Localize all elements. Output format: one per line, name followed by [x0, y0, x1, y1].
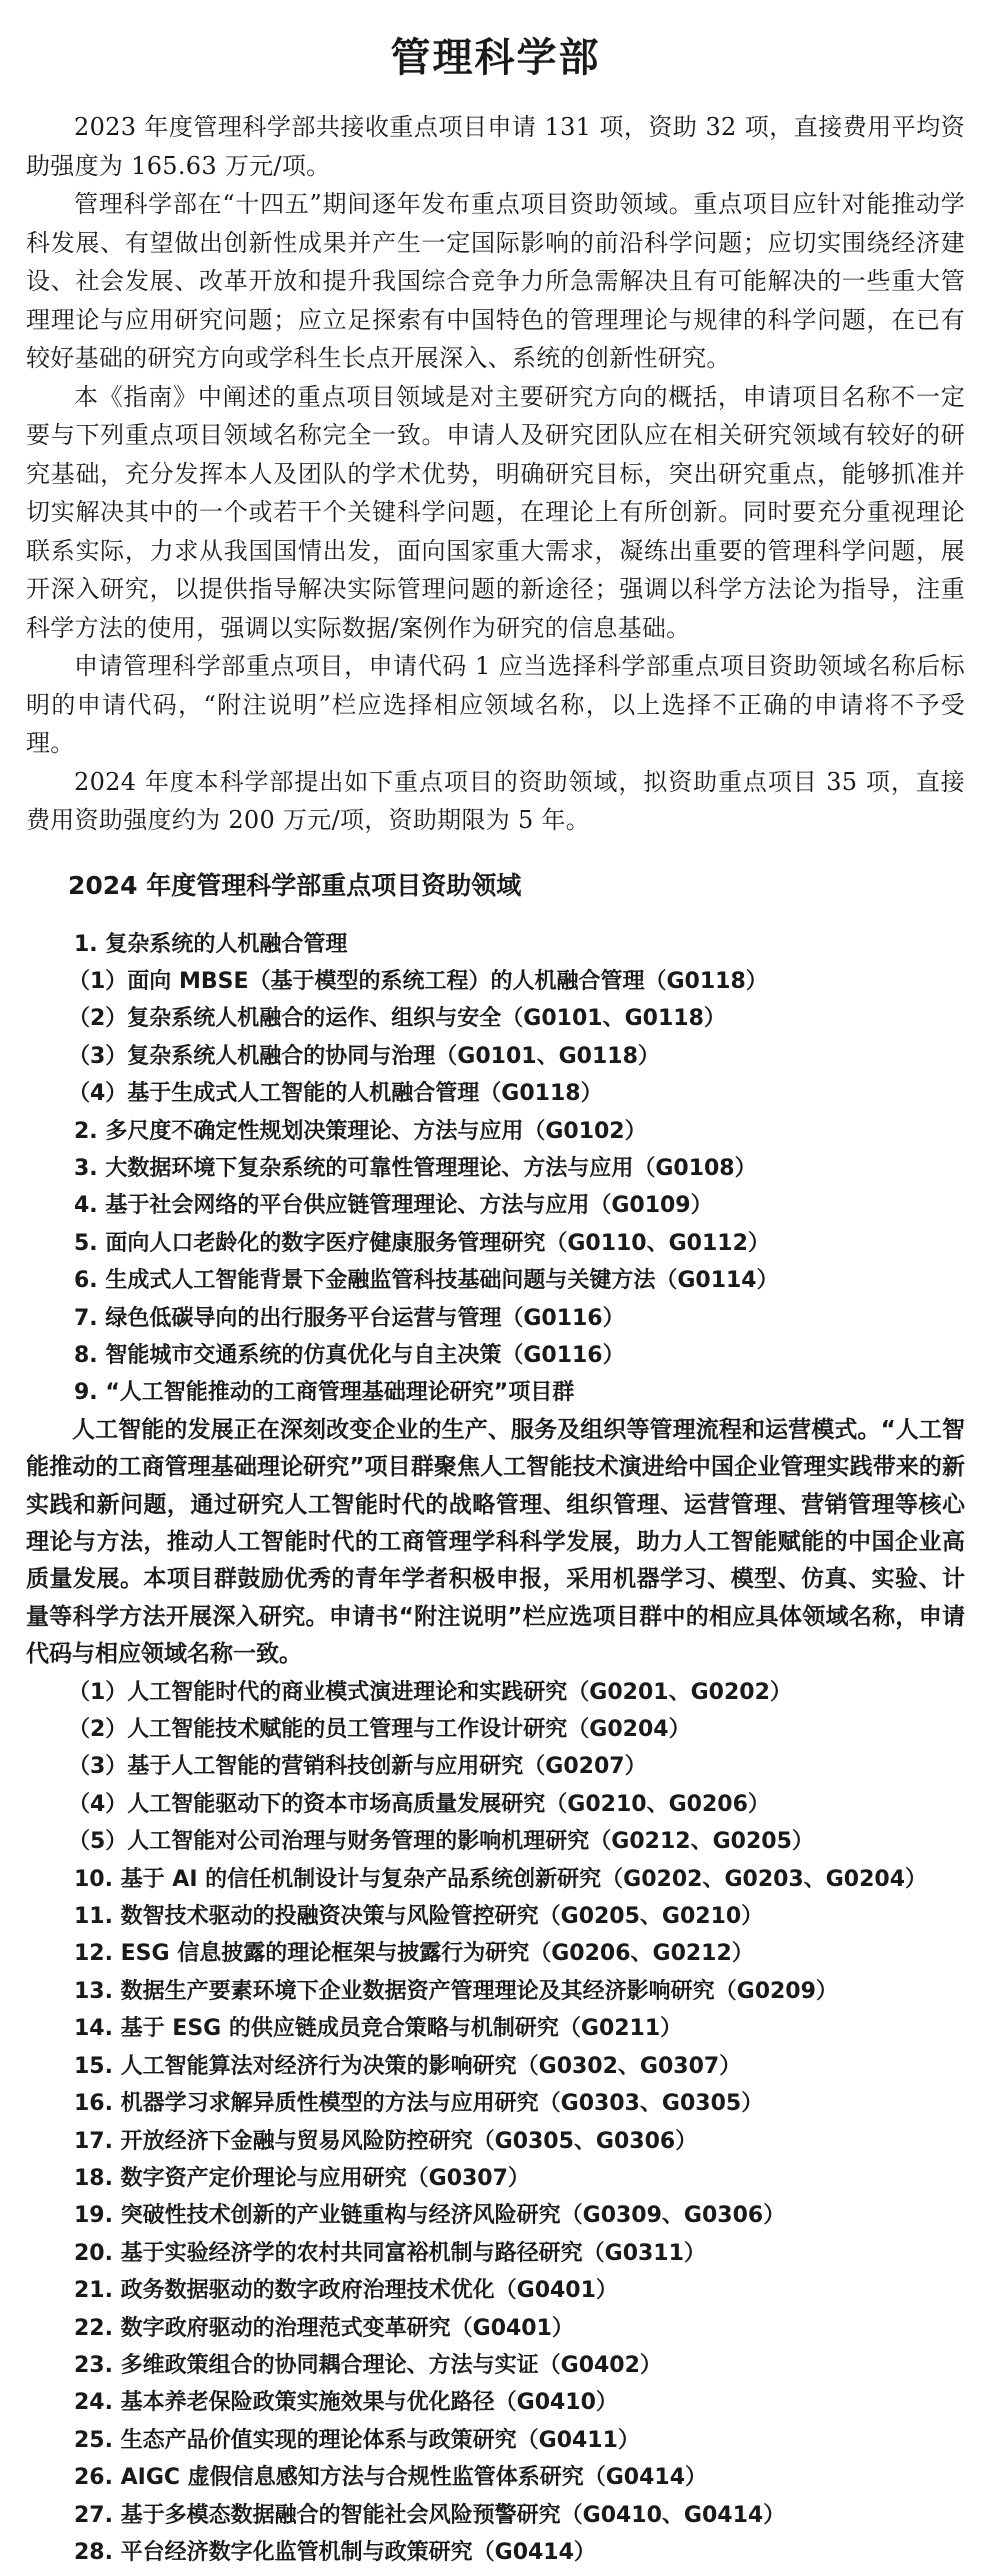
funding-area-item: 21. 政务数据驱动的数字政府治理技术优化（G0401） — [74, 2278, 618, 2304]
funding-area-item: 14. 基于 ESG 的供应链成员竞合策略与机制研究（G0211） — [74, 2016, 683, 2042]
funding-area-item: 7. 绿色低碳导向的出行服务平台运营与管理（G0116） — [74, 1305, 625, 1331]
intro-paragraph-2: 管理科学部在“十四五”期间逐年发布重点项目资助领域。重点项目应针对能推动学科发展、有望做出创新性成果并产生一定国际影响的前沿科学问题；应切实围绕经济建设、社会发展、改革开放和提升我国综合竞争力所急需解决且有可能解决的一些重大管理理论与应用研究问题；应立足探索有中国特色的管理理论与规律的科学问题，在已有较好基础的研究方向或学科生长点开展深入、系统的创新性研究。 — [26, 190, 965, 372]
funding-area-item: 2. 多尺度不确定性规划决策理论、方法与应用（G0102） — [74, 1118, 647, 1144]
funding-area-item: 25. 生态产品价值实现的理论体系与政策研究（G0411） — [74, 2427, 640, 2453]
intro-paragraph-5: 2024 年度本科学部提出如下重点项目的资助领域，拟资助重点项目 35 项，直接费用资助强度约为 200 万元/项，资助期限为 5 年。 — [26, 767, 965, 834]
sub-area-item: （3）复杂系统人机融合的协同与治理（G0101、G0118） — [68, 1043, 660, 1069]
sub-area-item: （4）人工智能驱动下的资本市场高质量发展研究（G0210、G0206） — [68, 1791, 770, 1817]
sub-area-item: （3）基于人工智能的营销科技创新与应用研究（G0207） — [68, 1754, 647, 1780]
funding-area-item: 20. 基于实验经济学的农村共同富裕机制与路径研究（G0311） — [74, 2240, 706, 2266]
funding-areas-list-part-2 — [26, 1674, 965, 2571]
funding-area-item: 23. 多维政策组合的协同耦合理论、方法与实证（G0402） — [74, 2352, 662, 2378]
funding-area-item: 9. “人工智能推动的工商管理基础理论研究”项目群 — [74, 1380, 575, 1406]
intro-paragraph-1: 2023 年度管理科学部共接收重点项目申请 131 项，资助 32 项，直接费用平均资助强度为 165.63 万元/项。 — [26, 113, 965, 180]
sub-area-item: （1）人工智能时代的商业模式演进理论和实践研究（G0201、G0202） — [68, 1679, 792, 1705]
section-heading: 2024 年度管理科学部重点项目资助领域 — [68, 870, 522, 900]
funding-area-item: 11. 数智技术驱动的投融资决策与风险管控研究（G0205、G0210） — [74, 1904, 764, 1930]
intro-paragraph-4: 申请管理科学部重点项目，申请代码 1 应当选择科学部重点项目资助领域名称后标明的申请代码，“附注说明”栏应选择相应领域名称，以上选择不正确的申请将不予受理。 — [26, 652, 965, 757]
intro-paragraph-3: 本《指南》中阐述的重点项目领域是对主要研究方向的概括，申请项目名称不一定要与下列重点项目领域名称完全一致。申请人及研究团队应在相关研究领域有较好的研究基础，充分发挥本人及团队的学术优势，明确研究目标，突出研究重点，能够抓准并切实解决其中的一个或若干个关键科学问题，在理论上有所创新。同时要充分重视理论联系实际，力求从我国国情出发，面向国家重大需求，凝练出重要的管理科学问题，展开深入研究，以提供指导解决实际管理问题的新途径；强调以科学方法论为指导，注重科学方法的使用，强调以实际数据/案例作为研究的信息基础。 — [26, 382, 965, 642]
funding-area-item: 6. 生成式人工智能背景下金融监管科技基础问题与关键方法（G0114） — [74, 1268, 779, 1294]
funding-area-item: 10. 基于 AI 的信任机制设计与复杂产品系统创新研究（G0202、G0203、G0204） — [74, 1866, 928, 1892]
sub-area-item: （4）基于生成式人工智能的人机融合管理（G0118） — [68, 1081, 603, 1107]
intro-section — [26, 108, 965, 840]
funding-areas-list-part-1 — [26, 926, 965, 1412]
funding-area-item: 26. AIGC 虚假信息感知方法与合规性监管体系研究（G0414） — [74, 2465, 707, 2491]
funding-area-item: 8. 智能城市交通系统的仿真优化与自主决策（G0116） — [74, 1342, 625, 1368]
funding-area-item: 22. 数字政府驱动的治理范式变革研究（G0401） — [74, 2315, 574, 2341]
funding-area-item: 17. 开放经济下金融与贸易风险防控研究（G0305、G0306） — [74, 2128, 698, 2154]
funding-area-item: 28. 平台经济数字化监管机制与政策研究（G0414） — [74, 2539, 596, 2565]
funding-area-item: 24. 基本养老保险政策实施效果与优化路径（G0410） — [74, 2390, 618, 2416]
funding-area-item: 16. 机器学习求解异质性模型的方法与应用研究（G0303、G0305） — [74, 2091, 764, 2117]
sub-area-item: （2）人工智能技术赋能的员工管理与工作设计研究（G0204） — [68, 1717, 691, 1743]
funding-area-item: 4. 基于社会网络的平台供应链管理理论、方法与应用（G0109） — [74, 1193, 713, 1219]
sub-area-item: （1）面向 MBSE（基于模型的系统工程）的人机融合管理（G0118） — [68, 968, 768, 994]
funding-area-item: 27. 基于多模态数据融合的智能社会风险预警研究（G0410、G0414） — [74, 2502, 786, 2528]
funding-area-item: 1. 复杂系统的人机融合管理 — [74, 931, 348, 957]
funding-area-item: 13. 数据生产要素环境下企业数据资产管理理论及其经济影响研究（G0209） — [74, 1978, 838, 2004]
funding-area-item: 15. 人工智能算法对经济行为决策的影响研究（G0302、G0307） — [74, 2053, 742, 2079]
funding-area-item: 19. 突破性技术创新的产业链重构与经济风险研究（G0309、G0306） — [74, 2203, 786, 2229]
funding-area-item: 5. 面向人口老龄化的数字医疗健康服务管理研究（G0110、G0112） — [74, 1230, 770, 1256]
sub-area-item: （2）复杂系统人机融合的运作、组织与安全（G0101、G0118） — [68, 1006, 726, 1032]
funding-area-item: 18. 数字资产定价理论与应用研究（G0307） — [74, 2165, 530, 2191]
sub-area-item: （5）人工智能对公司治理与财务管理的影响机理研究（G0212、G0205） — [68, 1829, 814, 1855]
page-title: 管理科学部 — [390, 35, 601, 81]
funding-area-item: 12. ESG 信息披露的理论框架与披露行为研究（G0206、G0212） — [74, 1941, 754, 1967]
funding-area-item: 3. 大数据环境下复杂系统的可靠性管理理论、方法与应用（G0108） — [74, 1155, 757, 1181]
project-group-description: 人工智能的发展正在深刻改变企业的生产、服务及组织等管理流程和运营模式。“人工智能推动的工商管理基础理论研究”项目群聚焦人工智能技术演进给中国企业管理实践带来的新实践和新问题，通过研究人工智能时代的战略管理、组织管理、运营管理、营销管理等核心理论与方法，推动人工智能时代的工商管理学科科学发展，助力人工智能赋能的中国企业高质量发展。本项目群鼓励优秀的青年学者积极申报，采用机器学习、模型、仿真、实验、计量等科学方法开展深入研究。申请书“附注说明”栏应选项目群中的相应具体领域名称，申请代码与相应领域名称一致。 — [26, 1416, 965, 1668]
